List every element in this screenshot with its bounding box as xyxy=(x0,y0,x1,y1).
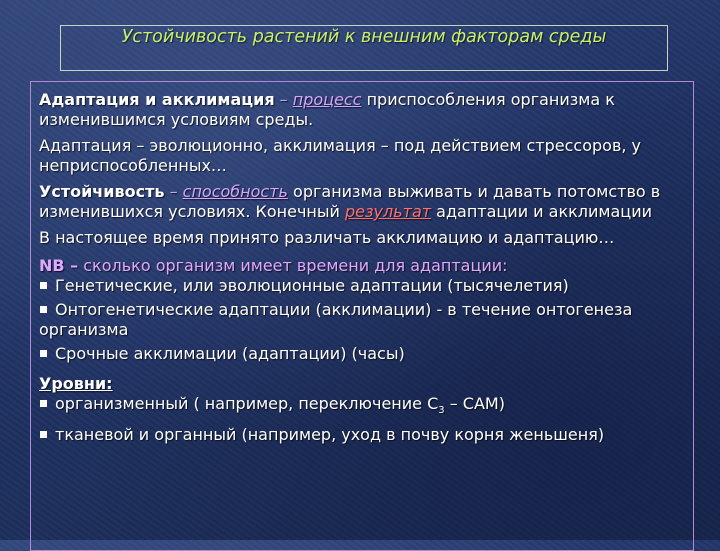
levels-section xyxy=(39,374,693,445)
slide-title-text: Устойчивость растений к внешним факторам среды xyxy=(121,27,607,47)
list-item xyxy=(39,276,693,296)
dash: – xyxy=(274,90,293,109)
content-frame xyxy=(30,81,694,551)
list-item xyxy=(39,425,693,445)
nb-text: сколько организм имеет времени для адаптации: xyxy=(78,256,508,275)
level-tissue-text: тканевой и органный (например, уход в почву корня женьшеня) xyxy=(55,425,605,445)
paragraph-current-distinction: В настоящее время принято различать акклимацию и адаптацию… xyxy=(39,228,615,247)
slide-title xyxy=(60,25,668,71)
list-item-text: Срочные акклимации (адаптации) (часы) xyxy=(55,344,405,363)
nb-label: NB – xyxy=(39,256,79,275)
level-organism-text-end: – САМ) xyxy=(444,394,505,413)
nb-section xyxy=(39,256,693,364)
levels-heading: Уровни: xyxy=(39,374,113,393)
nb-list xyxy=(39,276,693,364)
paragraph-adaptation-vs-acclimation: Адаптация – эволюционно, акклимация – под действием стрессоров, у неприспособленных… xyxy=(39,136,642,175)
square-bullet-icon xyxy=(40,306,47,313)
level-organism-text: организменный ( например, переключение С xyxy=(55,394,439,413)
square-bullet-icon xyxy=(40,431,47,438)
keyword-ability: способность xyxy=(182,182,288,201)
list-item-text: Онтогенетические адаптации (акклимации) - в течение онтогенеза организма xyxy=(39,300,633,339)
list-item xyxy=(39,394,693,421)
dash: – xyxy=(164,182,183,201)
paragraph-adaptation-definition xyxy=(39,90,693,130)
term-adaptation: Адаптация и акклимация xyxy=(39,90,275,109)
square-bullet-icon xyxy=(40,400,47,407)
resistance-definition-text: организма выживать и давать потомство в изменившихся условиях. Конечный xyxy=(39,182,661,221)
levels-list xyxy=(39,394,693,445)
keyword-result: результат xyxy=(344,202,432,221)
list-item-text: Генетические, или эволюционные адаптации (тысячелетия) xyxy=(55,276,569,295)
square-bullet-icon xyxy=(40,282,47,289)
nb-heading xyxy=(39,256,693,276)
subscript: 3 xyxy=(438,405,445,417)
list-item xyxy=(39,300,693,340)
square-bullet-icon xyxy=(40,350,47,357)
adaptation-definition-text: приспособления организма к изменившимся условиям среды. xyxy=(39,90,615,129)
term-resistance: Устойчивость xyxy=(39,182,165,201)
list-item xyxy=(39,344,693,364)
paragraph-resistance-definition xyxy=(39,182,693,222)
keyword-process: процесс xyxy=(292,90,362,109)
resistance-definition-end: адаптации и акклимации xyxy=(431,202,652,221)
